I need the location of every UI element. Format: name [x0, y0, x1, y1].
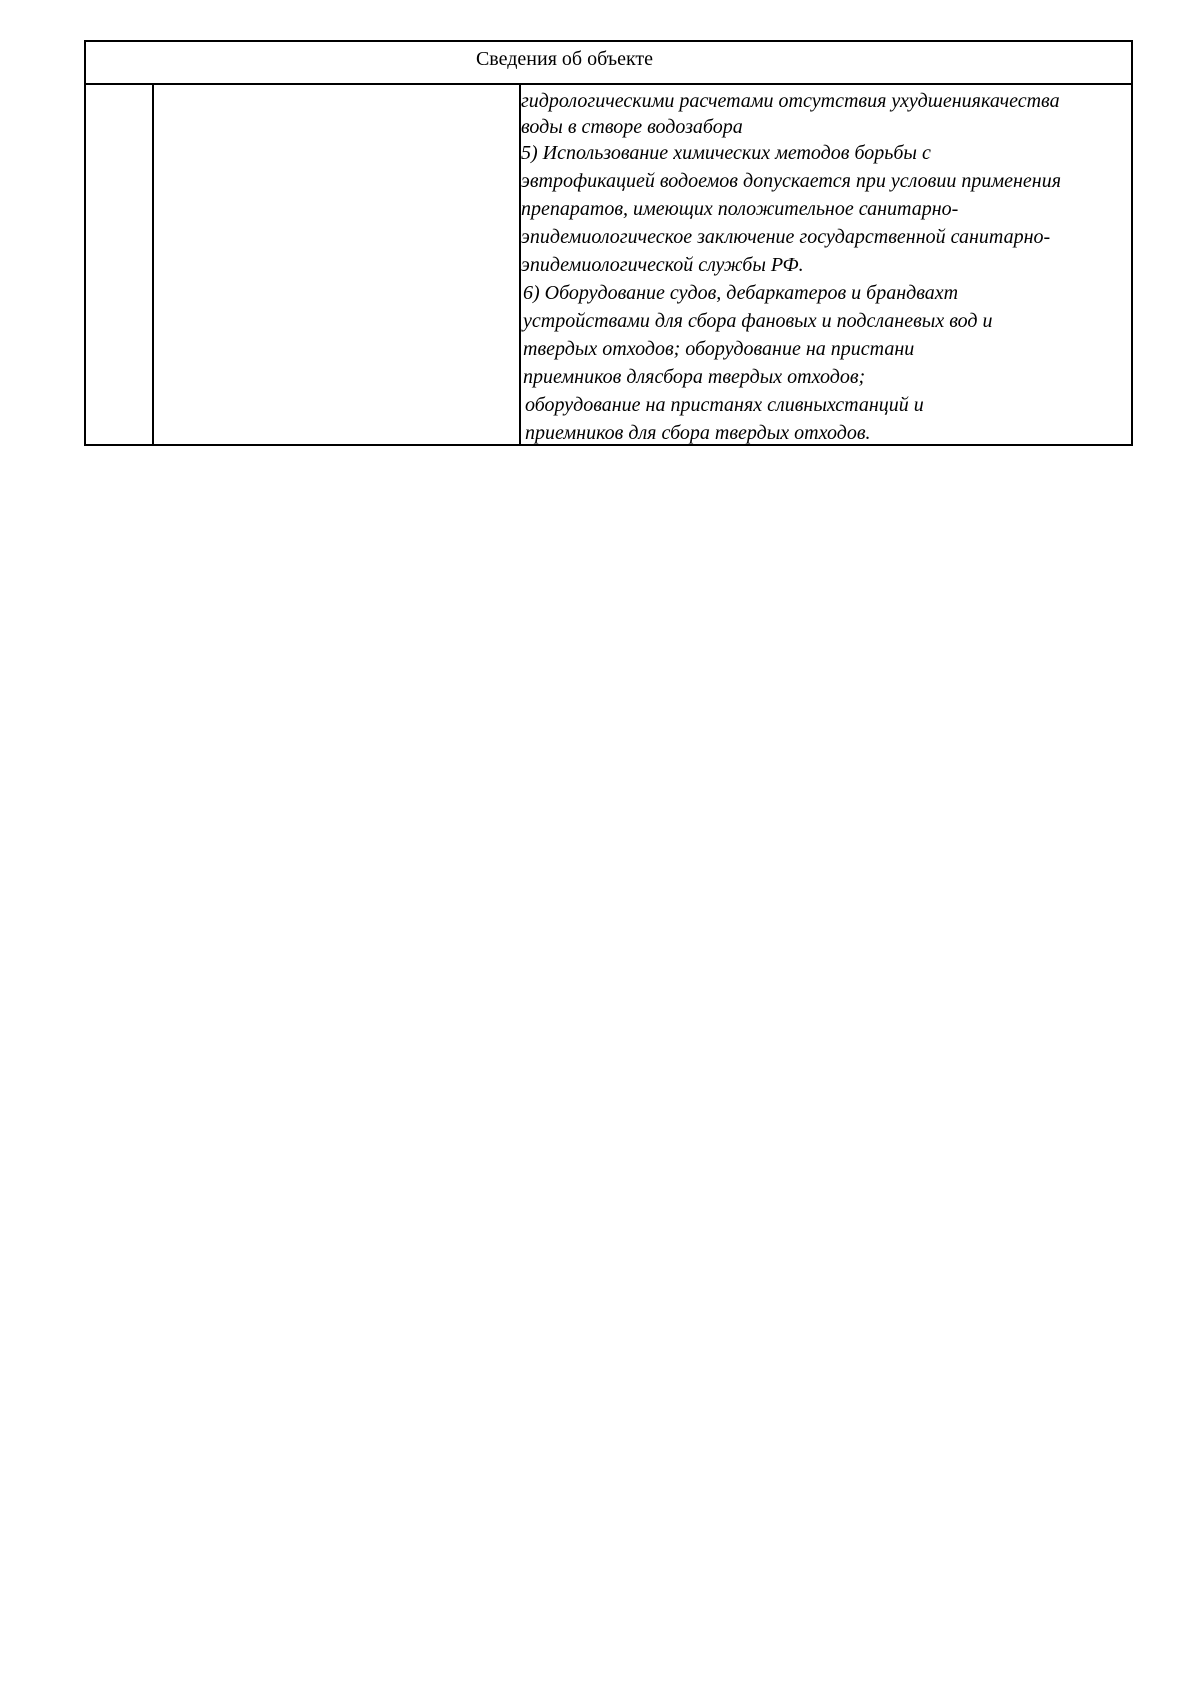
info-line: гидрологическими расчетами отсутствия ухудшениякачества	[521, 90, 1060, 112]
row-info-cell	[521, 85, 1131, 444]
info-line: приемников длясбора твердых отходов;	[523, 366, 866, 388]
info-line: твердых отходов; оборудование на пристани	[523, 338, 915, 360]
info-line: устройствами для сбора фановых и подсланевых вод и	[523, 310, 993, 332]
info-line: препаратов, имеющих положительное санитарно-	[521, 198, 959, 220]
table-row	[86, 85, 1131, 444]
info-line: оборудование на пристанях сливныхстанций и	[525, 394, 924, 416]
row-name-cell	[154, 85, 521, 444]
info-line: 5) Использование химических методов борьбы с	[521, 142, 931, 164]
info-line: приемников для сбора твердых отходов.	[525, 422, 871, 444]
info-line: эвтрофикацией водоемов допускается при условии применения	[521, 170, 1061, 192]
object-info-table	[84, 40, 1133, 446]
info-line: воды в створе водозабора	[521, 116, 743, 138]
table-title: Сведения об объекте	[475, 48, 654, 70]
row-number-cell	[86, 85, 154, 444]
info-line: 6) Оборудование судов, дебаркатеров и брандвахт	[523, 282, 959, 304]
info-line: эпидемиологической службы РФ.	[521, 254, 804, 276]
table-header	[86, 42, 1131, 85]
info-line: эпидемиологическое заключение государственной санитарно-	[521, 226, 1051, 248]
